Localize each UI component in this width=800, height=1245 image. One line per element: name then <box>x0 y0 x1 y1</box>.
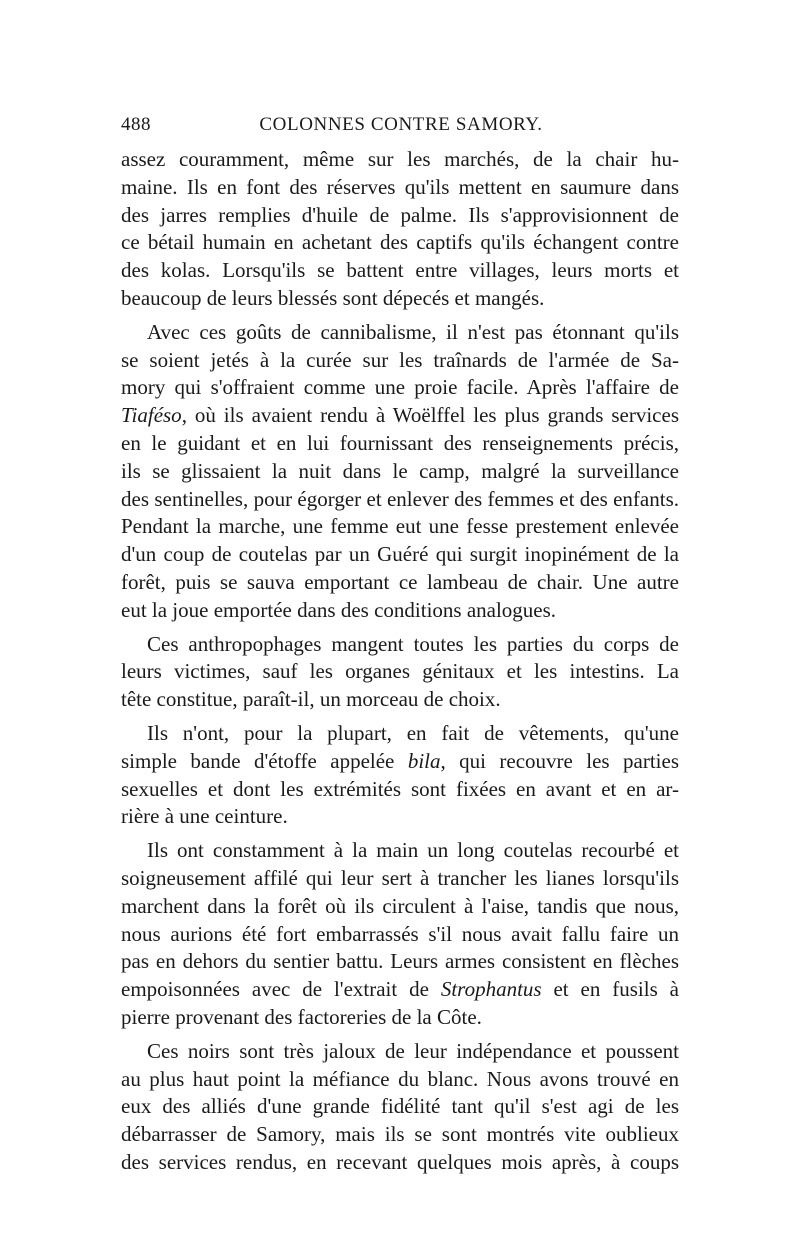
text-line: forêt, puis se sauva emportant ce lambeau de chair. Une autre <box>121 569 679 594</box>
text-line: tête constitue, paraît-il, un morceau de choix. <box>121 687 501 712</box>
text-line: empoisonnées avec de l'extrait de Strophantus et en fusils à <box>121 977 679 1002</box>
paragraph <box>121 1038 679 1177</box>
text-line: Ces noirs sont très jaloux de leur indépendance et poussent <box>147 1038 679 1063</box>
body-text <box>121 146 679 1177</box>
text-line: pierre provenant des factoreries de la Côte. <box>121 1004 482 1029</box>
paragraph <box>121 837 679 1032</box>
text-line: assez couramment, même sur les marchés, de la chair hu- <box>121 147 679 171</box>
paragraph <box>121 319 679 625</box>
text-line: d'un coup de coutelas par un Guéré qui surgit inopinément de la <box>121 542 679 567</box>
text-line: pas en dehors du sentier battu. Leurs armes consistent en flèches <box>121 949 679 974</box>
text-line: nous aurions été fort embarrassés s'il nous avait fallu faire un <box>121 921 679 946</box>
text-line: Avec ces goûts de cannibalisme, il n'est pas étonnant qu'ils <box>147 319 679 344</box>
page-header <box>121 114 681 144</box>
text-line: marchent dans la forêt où ils circulent à l'aise, tandis que nous, <box>121 893 679 918</box>
text-line: se soient jetés à la curée sur les traînards de l'armée de Sa- <box>121 347 679 372</box>
text-line: soigneusement affilé qui leur sert à trancher les lianes lorsqu'ils <box>121 865 679 890</box>
paragraph <box>121 720 679 831</box>
text-line: simple bande d'étoffe appelée bila, qui recouvre les parties <box>121 748 679 773</box>
text-line: maine. Ils en font des réserves qu'ils mettent en saumure dans <box>121 174 679 199</box>
text-line: eut la joue emportée dans des conditions analogues. <box>121 597 557 622</box>
paragraph <box>121 146 679 313</box>
text-line: sexuelles et dont les extrémités sont fixées en avant et en ar- <box>121 776 679 801</box>
text-line: en le guidant et en lui fournissant des renseignements précis, <box>121 430 679 455</box>
text-line: Ces anthropophages mangent toutes les parties du corps de <box>147 631 679 656</box>
text-line: au plus haut point la méfiance du blanc. Nous avons trouvé en <box>121 1066 679 1091</box>
text-line: débarrasser de Samory, mais ils se sont montrés vite oublieux <box>121 1122 679 1147</box>
text-line: Ils n'ont, pour la plupart, en fait de vêtements, qu'une <box>147 720 679 745</box>
text-line: beaucoup de leurs blessés sont dépecés et mangés. <box>121 285 545 310</box>
text-line: des jarres remplies d'huile de palme. Ils s'approvisionnent de <box>121 202 679 227</box>
text-line: Ils ont constamment à la main un long coutelas recourbé et <box>147 838 679 863</box>
text-line: Pendant la marche, une femme eut une fesse prestement enlevée <box>121 514 679 539</box>
text-line: eux des alliés d'une grande fidélité tant qu'il s'est agi de les <box>121 1094 679 1119</box>
text-line: ils se glissaient la nuit dans le camp, malgré la surveillance <box>121 458 679 483</box>
running-title: COLONNES CONTRE SAMORY. <box>259 114 543 135</box>
text-line: ce bétail humain en achetant des captifs qu'ils échangent contre <box>121 230 679 255</box>
text-line: des services rendus, en recevant quelques mois après, à coups <box>121 1149 679 1174</box>
text-line: mory qui s'offraient comme une proie facile. Après l'affaire de <box>121 375 679 400</box>
paragraph <box>121 631 679 714</box>
text-line: rière à une ceinture. <box>121 804 288 829</box>
page-number: 488 <box>121 114 151 135</box>
text-line: des sentinelles, pour égorger et enlever des femmes et des enfants. <box>121 486 679 511</box>
text-line: des kolas. Lorsqu'ils se battent entre villages, leurs morts et <box>121 258 679 283</box>
text-line: leurs victimes, sauf les organes génitaux et les intestins. La <box>121 659 679 684</box>
text-line: Tiaféso, où ils avaient rendu à Woëlffel les plus grands services <box>121 403 679 428</box>
